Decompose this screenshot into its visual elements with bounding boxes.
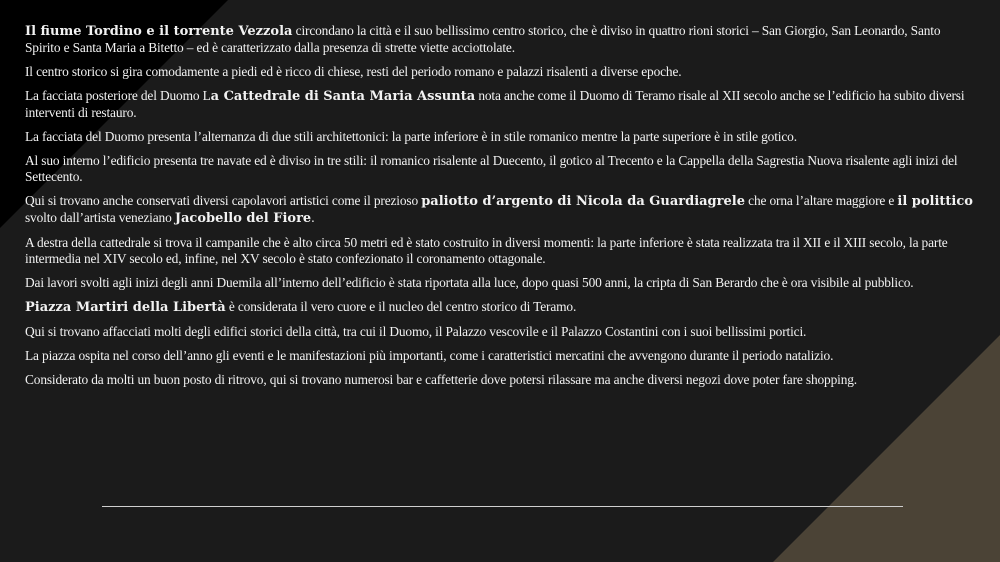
paragraph-facade [25, 129, 975, 145]
text-span: La piazza ospita nel corso dell’anno gli eventi e le manifestazioni più importanti, come i caratteristici mercatini che avvengono durante il periodo natalizio. [25, 348, 834, 363]
text-span: La facciata posteriore del Duomo L [25, 88, 211, 103]
paragraph-crypt [25, 275, 975, 291]
highlight-cathedral: a Cattedrale di Santa Maria Assunta [210, 89, 476, 104]
paragraph-bell-tower [25, 235, 975, 267]
text-span: Considerato da molti un buon posto di ritrovo, qui si trovano numerosi bar e caffetterie dove potersi rilassare ma anche diversi negozi dove poter fare shopping. [25, 372, 858, 387]
text-span: Dai lavori svolti agli inizi degli anni Duemila all’interno dell’edificio è stata riportata alla luce, dopo quasi 500 anni, la cripta di San Berardo che è ora visibile al pubblico. [25, 275, 914, 290]
paragraph-masterpieces [25, 193, 975, 227]
paragraph-interior [25, 153, 975, 185]
text-span: Al suo interno l’edificio presenta tre navate ed è diviso in tre stili: il romanico risalente al Duecento, il gotico al Trecento e la Cappella della Sagrestia Nuova risalente agli inizi del Settecento. [25, 153, 958, 184]
text-span: Qui si trovano anche conservati diversi capolavori artistici come il prezioso [25, 193, 422, 208]
text-span: circondano la città e il suo bellissimo centro storico, che è diviso in quattro rioni storici – San Giorgio, San Leonardo, Santo Spirito e Santa Maria a Bitetto – ed è caratterizzato dalla presenza di strette viette acciottolate. [25, 23, 941, 55]
highlight-jacobello: Jacobello del Fiore [174, 211, 312, 226]
text-span: La facciata del Duomo presenta l’alternanza di due stili architettonici: la parte inferiore è in stile romanico mentre la parte superiore è in stile gotico. [25, 129, 797, 144]
text-span: . [311, 210, 315, 225]
text-span: svolto dall’artista veneziano [25, 210, 175, 225]
paragraph-historic-center [25, 64, 975, 80]
text-span: A destra della cattedrale si trova il campanile che è alto circa 50 metri ed è stato costruito in diversi momenti: la parte inferiore è stata realizzata tra il XII e il XIII secolo, la parte intermedia nel XIV secolo ed, infine, nel XV secolo è stato confezionato il coronamento ottagonale. [25, 235, 948, 266]
paragraph-events [25, 348, 975, 364]
text-span: Il centro storico si gira comodamente a piedi ed è ricco di chiese, resti del periodo romano e palazzi risalenti a diverse epoche. [25, 64, 682, 79]
highlight-rivers: Il fiume Tordino e il torrente Vezzola [25, 24, 293, 39]
highlight-paliotto: paliotto d’argento di Nicola da Guardiagrele [421, 194, 745, 209]
paragraph-cathedral [25, 88, 975, 121]
highlight-polittico: il polittico [897, 194, 973, 209]
paragraph-rivers [25, 23, 975, 56]
paragraph-buildings [25, 324, 975, 340]
highlight-piazza: Piazza Martiri della Libertà [25, 300, 226, 315]
paragraph-meeting-place [25, 372, 975, 388]
text-span: Qui si trovano affacciati molti degli edifici storici della città, tra cui il Duomo, il Palazzo vescovile e il Palazzo Costantini con i suoi bellissimi portici. [25, 324, 807, 339]
text-span: che orna l’altare maggiore e [744, 193, 898, 208]
text-span: è considerata il vero cuore e il nucleo del centro storico di Teramo. [225, 299, 577, 314]
text-span: nota anche come il Duomo di Teramo risale al XII secolo anche se l’edificio ha subito diversi interventi di restauro. [25, 88, 965, 120]
text-body [25, 23, 975, 396]
paragraph-piazza [25, 299, 975, 316]
horizontal-divider [102, 506, 903, 507]
